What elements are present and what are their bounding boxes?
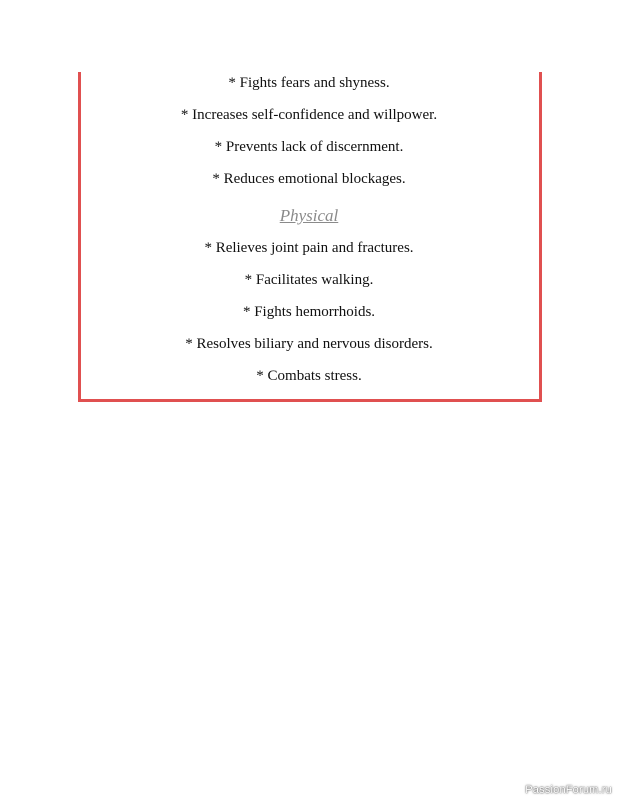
list-item: * Fights hemorrhoids.: [242, 304, 376, 320]
section-heading-physical: Physical: [279, 206, 339, 225]
list-item: * Relieves joint pain and fractures.: [204, 240, 414, 256]
list-item: * Resolves biliary and nervous disorders.: [185, 336, 433, 352]
watermark: PassionForum.ru: [525, 784, 612, 796]
list-item: * Reduces emotional blockages.: [212, 171, 406, 187]
list-item: * Combats stress.: [256, 368, 362, 384]
list-item: * Prevents lack of discernment.: [214, 139, 404, 155]
list-item: * Fights fears and shyness.: [228, 75, 390, 91]
list-item: * Increases self-confidence and willpower.: [180, 107, 438, 123]
list-item: * Facilitates walking.: [244, 272, 374, 288]
